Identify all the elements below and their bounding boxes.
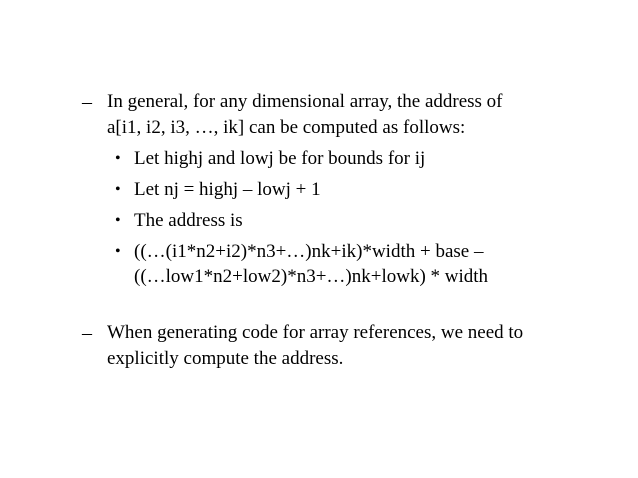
- point-2-line-1: When generating code for array references, we need to: [107, 322, 524, 343]
- dash-bullet: –: [82, 322, 92, 344]
- dash-bullet: –: [82, 91, 92, 113]
- round-bullet: •: [115, 212, 121, 229]
- point-1-line-2: a[i1, i2, i3, …, ik] can be computed as follows:: [107, 117, 466, 138]
- subpoint-address-formula-line-1: ((…(i1*n2+i2)*n3+…)nk+ik)*width + base –: [134, 241, 484, 262]
- subpoint-address-formula-line-2: ((…low1*n2+low2)*n3+…)nk+lowk) * width: [134, 266, 489, 287]
- round-bullet: •: [115, 181, 121, 198]
- point-1-line-1: In general, for any dimensional array, the address of: [107, 91, 503, 112]
- round-bullet: •: [115, 243, 121, 260]
- round-bullet: •: [115, 150, 121, 167]
- subpoint-address-is: The address is: [134, 210, 243, 231]
- subpoint-bounds: Let highj and lowj be for bounds for ij: [134, 148, 426, 169]
- point-2-line-2: explicitly compute the address.: [107, 348, 344, 369]
- subpoint-nj-formula: Let nj = highj – lowj + 1: [134, 179, 321, 200]
